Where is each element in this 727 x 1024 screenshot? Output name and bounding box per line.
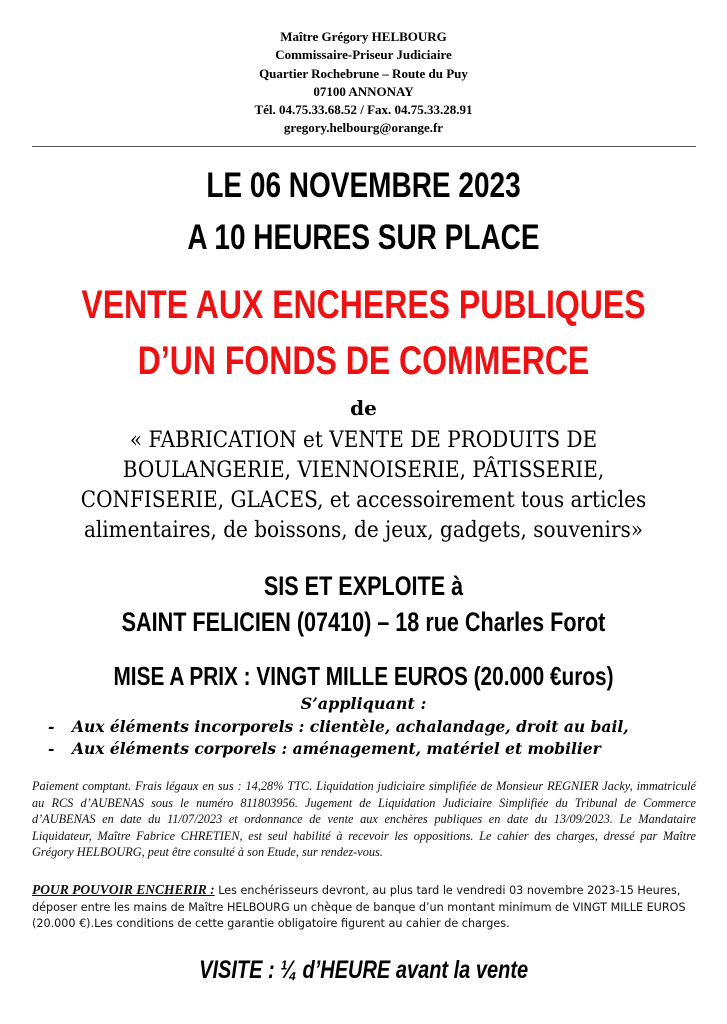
list-item-text: Aux éléments incorporels : clientèle, achalandage, droit au bail, xyxy=(72,717,629,736)
auctioneer-title: Commissaire-Priseur Judiciaire xyxy=(275,47,452,63)
business-activity xyxy=(0,426,727,546)
connector-word: de xyxy=(350,396,377,420)
visit-text: VISITE : ¼ d’HEURE avant la vente xyxy=(198,956,528,984)
email-address: gregory.helbourg@orange.fr xyxy=(283,120,444,136)
auctioneer-header xyxy=(0,28,727,138)
header-divider xyxy=(32,146,696,147)
bidding-text: Les enchérisseurs devront, au plus tard le vendredi 03 novembre 2023-15 Heures, déposer entre les mains de Maître HELBOURG un chèque de banque d’un montant minimum de VINGT MILLE EUROS (20.000 €).Les conditions de cette garantie obligatoire figurent au cahier de charges. xyxy=(32,884,686,931)
activity-line: BOULANGERIE, VIENNOISERIE, PÂTISSERIE, xyxy=(122,458,605,483)
list-item xyxy=(48,738,708,760)
activity-line: alimentaires, de boissons, de jeux, gadgets, souvenirs» xyxy=(83,518,644,543)
starting-price: MISE A PRIX : VINGT MILLE EUROS (20.000 €uros) xyxy=(113,661,614,691)
bidding-conditions xyxy=(32,882,696,933)
price-items xyxy=(48,716,708,760)
sale-date: LE 06 NOVEMBRE 2023 xyxy=(206,166,521,205)
sale-time: A 10 HEURES SUR PLACE xyxy=(187,218,540,257)
applying-label: S’appliquant : xyxy=(300,694,427,713)
bidding-label: POUR POUVOIR ENCHERIR : xyxy=(32,882,215,897)
activity-line: CONFISERIE, GLACES, et accessoirement tous articles xyxy=(80,488,647,513)
address-line: Quartier Rochebrune – Route du Puy xyxy=(259,65,468,81)
legal-conditions: Paiement comptant. Frais légaux en sus : 14,28% TTC. Liquidation judiciaire simplifiée de Monsieur REGNIER Jacky, immatriculé au RCS d’AUBENAS sous le numéro 811803956. Jugement de Liquidation Judiciaire Simplifiée du Tribunal de Commerce d’AUBENAS en date du 11/07/2023 et ordonnance de vente aux enchères publiques en date du 13/09/2023. Le Mandataire Liquidateur, Maître Fabrice CHRETIEN, est seul habilité à recevoir les oppositions. Le cahier des charges, dressé par Maître Grégory HELBOURG, peut être consulté à son Etude, sur rendez-vous. xyxy=(32,779,696,860)
bullet-dash: - xyxy=(48,739,55,758)
location-label: SIS ET EXPLOITE à xyxy=(263,571,464,601)
sale-title xyxy=(0,277,727,389)
phone-fax: Tél. 04.75.33.68.52 / Fax. 04.75.33.28.91 xyxy=(254,102,473,118)
location-address: SAINT FELICIEN (07410) – 18 rue Charles Forot xyxy=(121,607,606,637)
auctioneer-name: Maître Grégory HELBOURG xyxy=(280,29,447,44)
sale-date-block xyxy=(0,160,727,264)
activity-line: « FABRICATION et VENTE DE PRODUITS DE xyxy=(129,428,598,453)
list-item xyxy=(48,716,708,738)
postal-city: 07100 ANNONAY xyxy=(313,83,414,99)
sale-title-line2: D’UN FONDS DE COMMERCE xyxy=(137,339,590,383)
sale-title-line1: VENTE AUX ENCHERES PUBLIQUES xyxy=(81,283,646,327)
visit-info xyxy=(0,952,727,988)
list-item-text: Aux éléments corporels : aménagement, matériel et mobilier xyxy=(72,739,601,758)
bullet-dash: - xyxy=(48,717,55,736)
location-block xyxy=(0,568,727,640)
